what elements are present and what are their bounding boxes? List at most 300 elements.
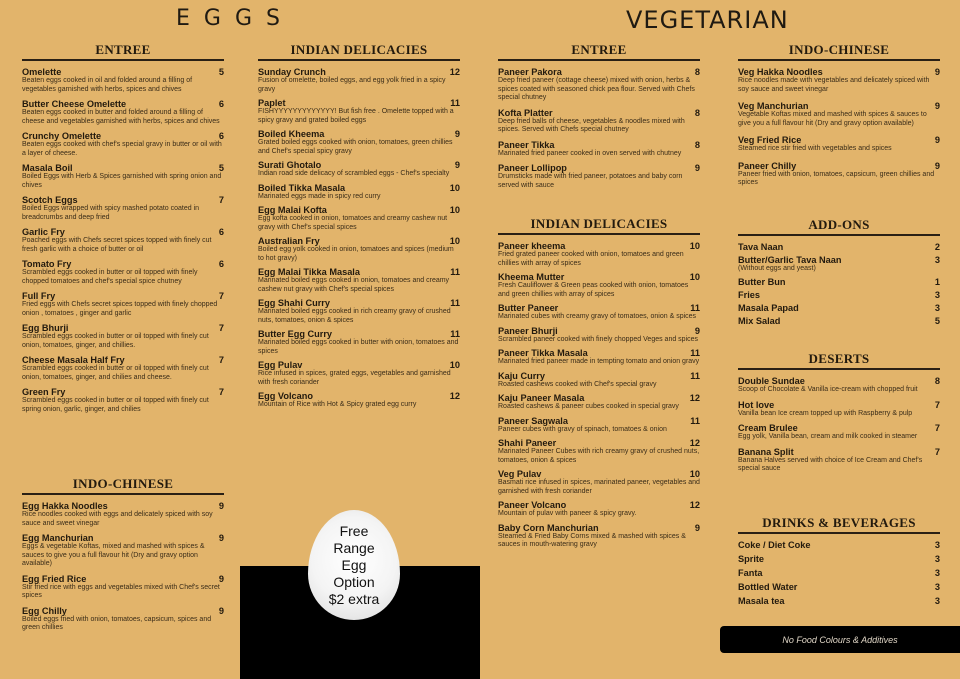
menu-item-price: 10 [689,469,700,479]
menu-item-description: Fried eggs with Chefs secret spices topped with finely chopped onion , tomatoes , ginger and garlic [22,301,218,317]
menu-item [258,360,460,387]
menu-item [258,129,460,156]
menu-item-price: 7 [218,195,224,205]
menu-item-header [258,329,460,339]
menu-item-header [258,298,460,308]
menu-item-price: 12 [689,438,700,448]
menu-item [498,348,700,367]
menu-item [738,423,940,442]
egg-promo-line-3: Egg [341,556,367,573]
menu-item [258,205,460,232]
menu-item-header [738,423,940,433]
menu-item-header [22,501,224,511]
menu-item-header [498,326,700,336]
menu-item-header [738,376,940,386]
menu-item-price: 7 [218,323,224,333]
menu-item-name: Full Fry [22,291,56,301]
section-title: INDIAN DELICACIES [258,42,460,61]
addons-section [738,217,940,329]
menu-item-price: 10 [449,360,460,370]
menu-item-header [22,67,224,77]
menu-item-description: Marinated fried paneer made in tempting tomato and onion gravy [498,358,700,365]
menu-item-price: 11 [450,98,460,108]
menu-item-name: Veg Hakka Noodles [738,67,823,77]
menu-item-price: 3 [934,289,940,300]
menu-item [738,596,940,606]
menu-item [22,355,224,382]
menu-item-price: 12 [449,67,460,77]
menu-item [738,242,940,252]
menu-item-price: 11 [690,415,700,426]
menu-item-description: Mountain of Rice with Hot & Spicy grated egg curry [258,401,417,408]
menu-item-price: 9 [934,67,940,77]
menu-item-price: 9 [934,135,940,145]
drinks-section [738,515,940,610]
egg-promo-line-2: Range [333,539,375,556]
menu-item-price: 12 [689,393,700,403]
menu-item-description: Scrambled eggs cooked in butter or oil topped with finely cut onion, tomatoes, ginger, and chilies and cheese. [22,365,209,381]
menu-item-header [22,227,224,237]
menu-item [258,183,460,202]
menu-item-description: Mountain of pulav with paneer & spicy gravy. [498,510,637,517]
menu-item-description: Marinated cubes with creamy gravy of tomatoes, onion & spices [498,313,697,320]
menu-item-name: Cream Brulee [738,423,798,433]
menu-item-price: 9 [218,501,224,511]
menu-item-price: 2 [934,242,940,252]
menu-item [498,303,700,322]
menu-item-name: Boiled Tikka Masala [258,182,346,193]
menu-item-description: Beaten eggs cooked with chef's special gravy in butter or oil with a layer of cheese. [22,141,222,157]
menu-item-name: Butter Paneer [498,303,559,313]
menu-item-price: 3 [934,554,940,564]
menu-item-header [22,355,224,365]
menu-item-header [22,533,224,543]
section-title: INDIAN DELICACIES [498,216,700,235]
menu-item-price: 6 [218,131,224,141]
menu-item-price: 7 [934,423,940,433]
menu-item-description: Egg yolk, Vanilla bean, cream and milk cooked in steamer [738,433,918,440]
menu-item-description: Drumsticks made with fried paneer, potatoes and baby corn served with sauce [498,173,683,189]
menu-item-header [738,135,940,145]
menu-item-price: 12 [689,500,700,510]
menu-item-name: Omelette [22,67,62,77]
menu-item [738,554,940,564]
menu-item-price: 3 [934,540,940,550]
menu-item-name: Paneer Lollipop [498,163,567,173]
menu-item-name: Paneer Volcano [498,500,567,510]
menu-item [22,387,224,414]
menu-item-name: Masala Boil [22,163,73,173]
menu-item [258,160,460,179]
menu-item-price: 3 [934,596,940,606]
menu-item [738,316,940,326]
menu-item-name: Crunchy Omelette [22,131,102,141]
menu-item-price: 5 [934,315,940,326]
menu-item [738,277,940,287]
egg-promo-line-4: Option [333,573,375,590]
menu-item-description: Marinated fried paneer cooked in oven served with chutney [498,149,682,157]
menu-item [738,290,940,300]
menu-item-description: Paneer fried with onion, tomatoes, capsicum, green chillies and spices [738,170,935,186]
menu-item-header [22,606,224,616]
menu-item-name: Egg Malai Tikka Masala [258,267,360,277]
menu-item-name: Shahi Paneer [498,438,557,448]
menu-item [738,255,940,274]
menu-item-header [498,393,700,403]
menu-item-name: Kaju Paneer Masala [498,393,585,403]
menu-item-name: Cheese Masala Half Fry [22,355,125,365]
menu-item-name: Egg Volcano [258,391,313,401]
menu-item-description: Rice noodles cooked with eggs and delicately spiced with soy sauce and sweet vinegar [22,511,213,527]
menu-item [738,303,940,313]
menu-item-description: Boiled egg yolk cooked in onion, tomatoes and spices (medium to hot gravy) [258,246,454,262]
menu-item-header [22,163,224,173]
menu-item [22,533,224,569]
menu-item-header [258,129,460,139]
menu-item-name: Egg Fried Rice [22,573,87,584]
menu-item-name: Green Fry [22,387,66,397]
menu-item-price: 9 [454,129,460,139]
menu-item-name: Egg Pulav [258,360,303,370]
menu-item-name: Masala tea [738,596,785,606]
menu-item-price: 6 [218,259,224,269]
egg-promo-line-1: Free [339,522,369,539]
menu-item-description: Indian road side delicacy of scrambled eggs - Chef's specialty [258,170,450,177]
menu-item-name: Butter/Garlic Tava Naan [738,255,842,265]
menu-item-name: Veg Pulav [498,469,542,479]
menu-item-name: Sprite [738,554,765,564]
menu-item-header [22,99,224,109]
menu-item-name: Kofta Platter [498,107,553,118]
menu-item-header [22,195,224,205]
menu-item-price: 11 [690,303,700,313]
menu-item [738,540,940,550]
section-title: INDO-CHINESE [738,42,940,61]
menu-item [258,298,460,325]
menu-item [498,416,700,435]
menu-item-price: 12 [449,391,460,401]
menu-item-name: Butter Cheese Omelette [22,99,127,109]
menu-item [22,574,224,601]
menu-item-price: 7 [934,446,940,457]
menu-item-price: 8 [694,107,700,118]
menu-item-header [498,469,700,479]
menu-item [498,371,700,390]
menu-item-name: Kaju Curry [498,370,545,381]
menu-item-description: Scrambled eggs cooked in butter or oil topped with finely cut spring onion, garlic, ginger, and chilies [22,397,209,413]
menu-item-header [738,582,940,592]
menu-item-header [738,540,940,550]
menu-item-price: 7 [218,387,224,397]
menu-item-name: Hot love [738,399,775,410]
menu-item-name: Paneer Tikka Masala [498,348,588,358]
menu-item-description: Rice infused in spices, grated eggs, vegetables and garnished with fresh coriander [258,370,451,386]
menu-item-header [498,163,700,173]
menu-item-name: Butter Bun [738,276,786,287]
menu-item-header [738,568,940,578]
menu-item-price: 8 [694,67,700,77]
menu-item-header [22,259,224,269]
menu-item-header [258,160,460,170]
menu-item-price: 11 [450,267,460,277]
section-title: DRINKS & BEVERAGES [738,515,940,534]
menu-item-price: 10 [449,182,460,193]
menu-item-header [498,67,700,77]
menu-item [22,291,224,318]
menu-item [498,500,700,519]
menu-item-description: Beaten eggs cooked in butter and folded around a filling of cheese and vegetables garnished with herbs, spices and chives [22,109,220,125]
menu-item-description: Egg kofta cooked in onion, tomatoes and creamy cashew nut gravy with Chef's special spices [258,215,448,231]
menu-item [22,195,224,222]
eggs-title: EGGS [176,6,294,31]
menu-item-description: Deep fried balls of cheese, vegetables & noodles mixed with spices. Served with Chefs special chutney [498,117,685,133]
section-title: ENTREE [498,42,700,61]
menu-item-price: 10 [449,205,460,215]
menu-item-name: Australian Fry [258,236,320,246]
menu-item-name: Masala Papad [738,302,799,313]
menu-item-price: 6 [218,227,224,237]
menu-item-name: Scotch Eggs [22,195,78,205]
menu-item-header [258,98,460,108]
menu-item-name: Butter Egg Curry [258,329,333,339]
menu-item-header [258,360,460,370]
menu-item-description: Marinated Paneer Cubes with rich creamy gravy of crushed nuts, tomatoes, onion & spices [498,448,700,464]
menu-item-description: Scrambled eggs cooked in butter or oil topped with finely cut onion, tomatoes, ginger, and chillies. [22,333,209,349]
menu-item-description: Rice noodles made with vegetables and delicately spiced with soy sauce and sweet vinegar [738,77,930,93]
menu-item-name: Banana Split [738,446,794,457]
menu-item-price: 8 [934,376,940,386]
menu-item-name: Veg Fried Rice [738,135,802,145]
menu-item [498,326,700,345]
menu-item-header [738,277,940,287]
menu-item [738,67,940,94]
menu-item-header [498,416,700,426]
section-title: DESERTS [738,351,940,370]
veg-indo-chinese-section [738,42,940,195]
menu-item-name: Tomato Fry [22,259,72,269]
menu-item-description: Eggs & vegetable Koftas, mixed and mashed with spices & sauces to give you a full flavour hit (Dry and gravy option available) [22,543,205,567]
menu-item-header [258,205,460,215]
menu-item-header [498,438,700,448]
menu-item-description: Boiled eggs fried with onion, tomatoes, capsicum, spices and green chillies [22,615,212,631]
menu-item [22,67,224,94]
menu-item [258,329,460,356]
menu-item-price: 11 [690,348,700,358]
menu-item-price: 11 [450,298,460,308]
menu-item-name: Paneer Chilly [738,160,797,171]
menu-item-price: 8 [694,139,700,150]
menu-item [22,501,224,528]
menu-item-header [258,267,460,277]
menu-item-name: Paneer Tikka [498,139,555,150]
menu-item [22,163,224,190]
vegetarian-title: VEGETARIAN [626,6,789,34]
menu-item [258,67,460,94]
menu-item-description: Basmati rice infused in spices, marinated paneer, vegetables and garnished with fresh coriander [498,479,700,495]
menu-item-price: 3 [934,582,940,592]
menu-item-header [498,523,700,533]
menu-item-name: Fanta [738,568,763,578]
menu-item-price: 3 [934,302,940,313]
no-additives-banner [720,626,960,653]
menu-item [738,400,940,419]
menu-item-header [738,316,940,326]
menu-item-name: Veg Manchurian [738,101,809,111]
menu-item [498,393,700,412]
menu-item-description: Beaten eggs cooked in oil and folded around a filling of vegetables garnished with herbs, spices and chives [22,77,193,93]
menu-item-price: 9 [934,101,940,111]
menu-item-header [22,323,224,333]
eggs-indo-chinese-section [22,476,224,638]
section-title: INDO-CHINESE [22,476,224,495]
menu-item-header [738,400,940,410]
menu-item-description: Marinated boiled eggs cooked in rich creamy gravy of crushed nuts, tomatoes, onion & spices [258,308,451,324]
menu-item-header [498,348,700,358]
menu-item-header [22,574,224,584]
menu-item-header [738,447,940,457]
menu-item-description: Marinated eggs made in spicy red curry [258,192,381,200]
menu-item-description: Steamed rice stir fried with vegetables and spices [738,145,892,152]
menu-item-header [738,554,940,564]
menu-item [258,236,460,263]
menu-item-header [498,500,700,510]
menu-item-description: Vanilla bean Ice cream topped up with Raspberry & pulp [738,409,913,417]
menu-item-price: 9 [694,325,700,336]
menu-item-name: Baby Corn Manchurian [498,522,599,533]
menu-item-name: Egg Bhurji [22,323,69,333]
menu-item-header [738,101,940,111]
menu-item-name: Paneer kheema [498,241,566,251]
menu-item-header [498,303,700,313]
menu-item-description: Vegetable Koftas mixed and mashed with spices & sauces to give you a full flavour hit (Dry and gravy option available) [738,111,927,127]
menu-item-description: Roasted cashews cooked with Chef's special gravy [498,380,657,388]
menu-item-name: Tava Naan [738,242,784,252]
menu-item-price: 5 [218,163,224,173]
menu-item-price: 11 [450,329,460,339]
menu-item-description: Banana Halves served with choice of Ice Cream and Chef's special sauce [738,456,923,472]
menu-item-name: Fries [738,289,760,300]
menu-item-header [738,596,940,606]
menu-item-price: 9 [694,163,700,173]
menu-item-description: Fried grated paneer cooked with onion, tomatoes and green chillies with array of spices [498,251,684,267]
menu-item-header [738,242,940,252]
menu-item-header [22,291,224,301]
veg-entree-section [498,42,700,195]
menu-item-header [258,391,460,401]
menu-item-price: 6 [218,99,224,109]
menu-item-name: Mix Salad [738,315,781,326]
menu-item [22,99,224,126]
menu-item [498,272,700,299]
menu-item-header [498,140,700,150]
menu-item-name: Boiled Kheema [258,129,325,139]
menu-item [498,140,700,159]
section-title: ENTREE [22,42,224,61]
menu-item-name: Egg Hakka Noodles [22,501,108,511]
menu-item-price: 11 [690,370,700,381]
menu-item-name: Kheema Mutter [498,272,565,282]
menu-item-header [22,131,224,141]
menu-item-description: Scoop of Chocolate & Vanilla ice-cream with chopped fruit [738,386,918,393]
section-title: ADD-ONS [738,217,940,236]
menu-item-price: 10 [689,272,700,282]
menu-item [738,447,940,474]
menu-item-price: 9 [218,573,224,584]
menu-item-description: Boiled Eggs wrapped with spicy mashed potato coated in breadcrumbs and deep fried [22,205,200,221]
menu-item [22,259,224,286]
menu-item-header [738,290,940,300]
menu-item [498,241,700,268]
menu-item-description: Paneer cubes with gravy of spinach, tomatoes & onion [498,425,667,433]
menu-item-header [498,371,700,381]
menu-item-price: 7 [934,399,940,410]
desserts-section [738,351,940,479]
veg-indian-delicacies-section [498,216,700,554]
menu-item-description: Fresh Cauliflower & Green peas cooked with onion, tomatoes and green chillies with array of spices [498,282,689,298]
menu-item-price: 9 [218,533,224,543]
menu-item [738,135,940,154]
menu-item-price: 9 [454,160,460,170]
menu-item [738,161,940,188]
menu-item-header [738,255,940,265]
menu-item-name: Paneer Pakora [498,67,562,77]
menu-item-name: Egg Shahi Curry [258,298,330,308]
menu-item-header [498,108,700,118]
menu-item [498,163,700,190]
menu-item-price: 9 [934,160,940,171]
menu-item-header [258,183,460,193]
menu-item-description: Marinated boiled eggs cooked in butter with onion, tomatoes and spices [258,339,459,355]
eggs-indian-delicacies-section [258,42,460,414]
menu-item [738,101,940,128]
menu-item-name: Surati Ghotalo [258,160,322,170]
menu-item-price: 9 [694,522,700,533]
menu-item-description: FISHYYYYYYYYYYYYY! But fish free . Omelette topped with a spicy gravy and grated boiled eggs [258,108,454,124]
menu-item-description: Deep fried paneer (cottage cheese) mixed with onion, herbs & spices coated with seasoned chick pea flour. Served with Chefs special chutney [498,77,695,101]
menu-item [498,108,700,135]
menu-item-name: Garlic Fry [22,227,65,237]
menu-item-description: Fusion of omelette, boiled eggs, and egg yolk fried in a spicy gravy [258,77,446,93]
menu-item-price: 1 [934,276,940,287]
menu-item-header [738,161,940,171]
menu-item-description: Steamed & Fried Baby Corns mixed & mashed with spices & sauces in mouth-watering gravy [498,532,686,548]
menu-item-price: 7 [218,355,224,365]
menu-item-price: 10 [689,241,700,251]
menu-item-header [738,303,940,313]
menu-item-description: Stir fried rice with eggs and vegetables mixed with Chef's secret spices [22,583,220,599]
menu-item-description: (Without eggs and yeast) [738,265,816,272]
menu-item-description: Grated boiled eggs cooked with onion, tomatoes, green chillies and Chef's special spicy gravy [258,139,453,155]
menu-item-price: 9 [218,605,224,616]
menu-item [22,131,224,158]
menu-item-name: Paplet [258,98,286,108]
menu-item-name: Bottled Water [738,582,798,592]
menu-item-name: Coke / Diet Coke [738,540,811,550]
footer-note: No Food Colours & Additives [782,634,898,645]
menu-item-price: 3 [934,255,940,265]
menu-item-name: Paneer Bhurji [498,325,558,336]
menu-item [258,98,460,125]
menu-item-description: Marinated boiled eggs cooked in onion, tomatoes and creamy cashew nut gravy with Chef's special spices [258,277,450,293]
menu-item-price: 3 [934,568,940,578]
menu-item-header [738,67,940,77]
menu-item-name: Egg Manchurian [22,533,94,543]
menu-item-description: Scrambled eggs cooked in butter or oil topped with finely chopped tomatoes and chef's special spice chutney [22,269,198,285]
menu-item [738,582,940,592]
menu-item-name: Paneer Sagwala [498,415,568,426]
menu-item-name: Double Sundae [738,376,805,386]
menu-item [498,67,700,103]
